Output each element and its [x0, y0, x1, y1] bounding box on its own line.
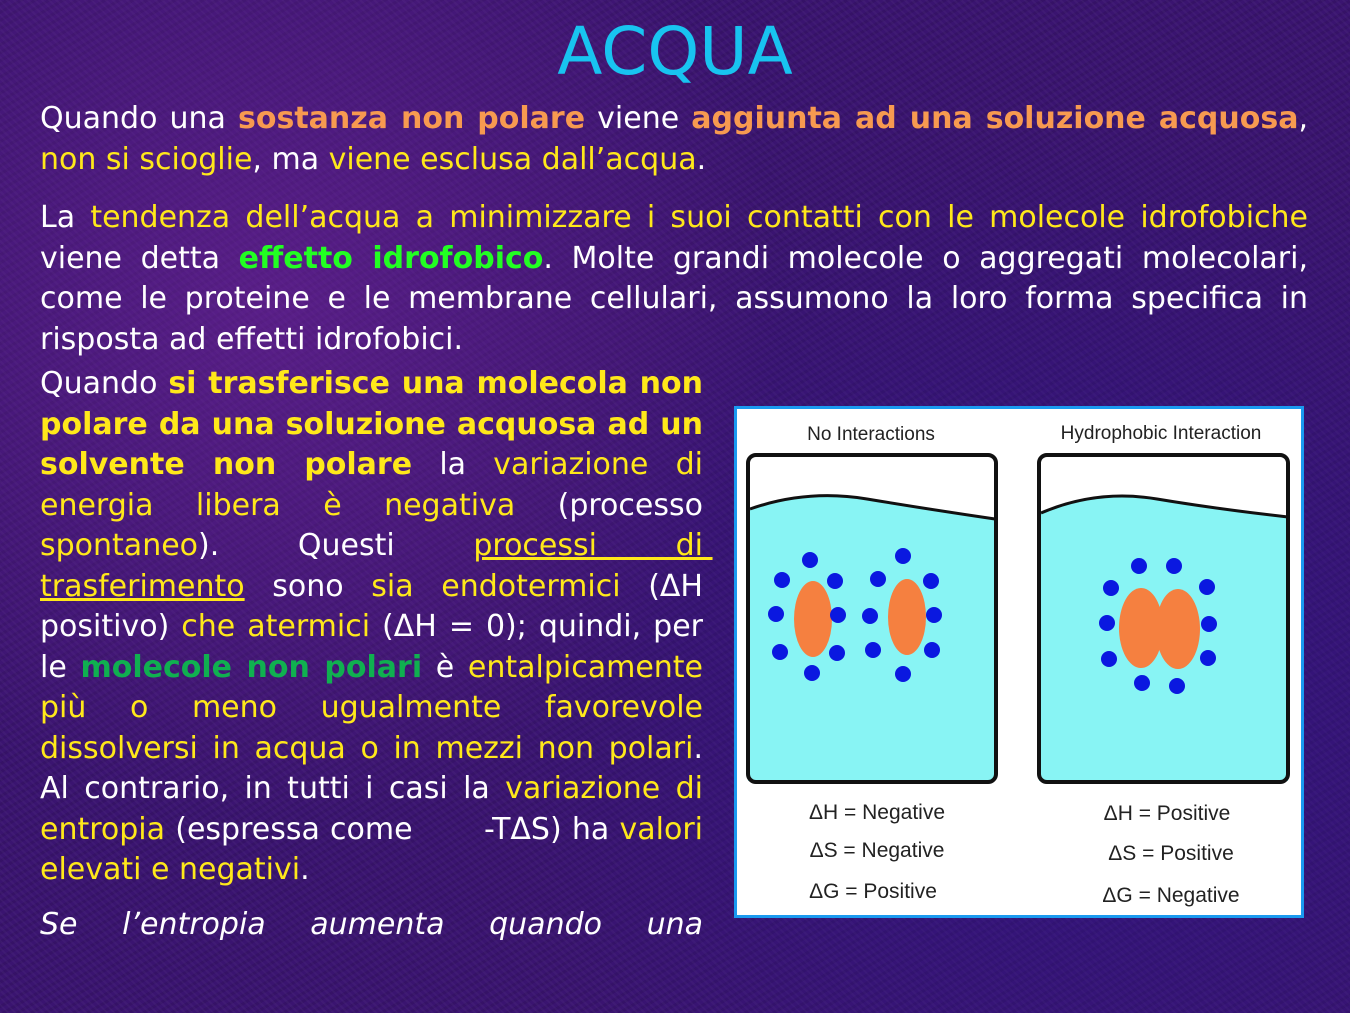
text-segment: (processo: [515, 487, 713, 523]
nonpolar-molecule: [794, 581, 832, 657]
paragraph-transfer-energy: [40, 364, 714, 891]
highlighted-text: che atermici: [181, 609, 371, 644]
text-segment: Quando una: [40, 101, 239, 136]
highlighted-text: aggiunta ad una soluzione acquosa: [691, 101, 1299, 136]
text-segment: ). Questi: [198, 528, 474, 563]
highlighted-text: entalpicamente più o meno ugualmente favorevole dissolversi in acqua o in mezzi non polari: [40, 649, 713, 766]
highlighted-text: valori elevati e negativi: [40, 811, 713, 887]
text-segment: .: [696, 141, 707, 177]
highlighted-text: tendenza dell’acqua a minimizzare i suoi contatti con le molecole idrofobiche: [90, 200, 1308, 235]
left-delta-h: ΔH = Negative: [808, 801, 946, 824]
text-segment: sono: [244, 568, 372, 604]
text-segment: , ma: [252, 141, 329, 177]
text-segment: Quando: [40, 366, 169, 401]
highlighted-text: molecole non polari: [80, 649, 423, 685]
text-segment: (espressa come -TΔS) ha: [165, 811, 620, 847]
right-delta-h: ΔH = Positive: [1103, 802, 1231, 825]
text-segment: . Al contrario, in tutti i casi la: [40, 730, 713, 806]
right-beaker: [1039, 455, 1288, 782]
text-segment: (ΔH = 0); quindi, per le: [40, 609, 713, 685]
left-beaker: [748, 455, 996, 782]
text-segment: Se l’entropia aumenta quando una: [40, 906, 703, 942]
highlighted-text: processi di trasferimento: [40, 528, 713, 604]
left-panel-title: No Interactions: [807, 424, 935, 445]
text-segment: . Molte grandi molecole o aggregati molecolari, come le proteine e le membrane cellulari, assumono la loro forma specifica in risposta ad effetti idrofobici.: [40, 240, 1318, 357]
text-segment: viene detta: [40, 200, 1318, 276]
right-delta-s: ΔS = Positive: [1108, 842, 1234, 865]
highlighted-text: sia endotermici: [371, 568, 621, 604]
highlighted-text: viene esclusa dall’acqua: [328, 141, 697, 177]
paragraph-entropy: [40, 905, 703, 946]
highlighted-text: variazione di entropia: [40, 771, 713, 847]
hydrophobic-interaction-figure: [734, 406, 1304, 918]
highlighted-text: variazione di energia libera è negativa: [40, 447, 713, 523]
nonpolar-molecule: [1156, 589, 1200, 669]
highlighted-text: effetto idrofobico: [238, 240, 544, 276]
highlighted-text: non si scioglie: [40, 141, 253, 177]
highlighted-text: sostanza non polare: [238, 101, 586, 136]
right-panel-title: Hydrophobic Interaction: [1060, 423, 1262, 444]
text-segment: .: [300, 852, 310, 887]
text-segment: (ΔH positivo): [40, 568, 713, 644]
left-delta-g: ΔG = Positive: [809, 880, 937, 903]
text-segment: è: [422, 649, 468, 685]
text-segment: La: [40, 200, 91, 235]
paragraph-nonpolar-addition: [40, 99, 1318, 180]
paragraph-hydrophobic-effect: [40, 198, 1318, 360]
text-segment: la: [412, 447, 494, 482]
highlighted-text: spontaneo: [40, 528, 199, 563]
text-segment: ,: [1298, 101, 1318, 136]
left-delta-s: ΔS = Negative: [809, 839, 945, 862]
nonpolar-molecule: [888, 579, 926, 655]
slide-title: ACQUA: [557, 13, 793, 90]
text-segment: viene: [585, 101, 692, 136]
right-delta-g: ΔG = Negative: [1102, 884, 1240, 907]
highlighted-text: si trasferisce una molecola non polare da una soluzione acquosa ad un solvente non polare: [40, 366, 714, 482]
